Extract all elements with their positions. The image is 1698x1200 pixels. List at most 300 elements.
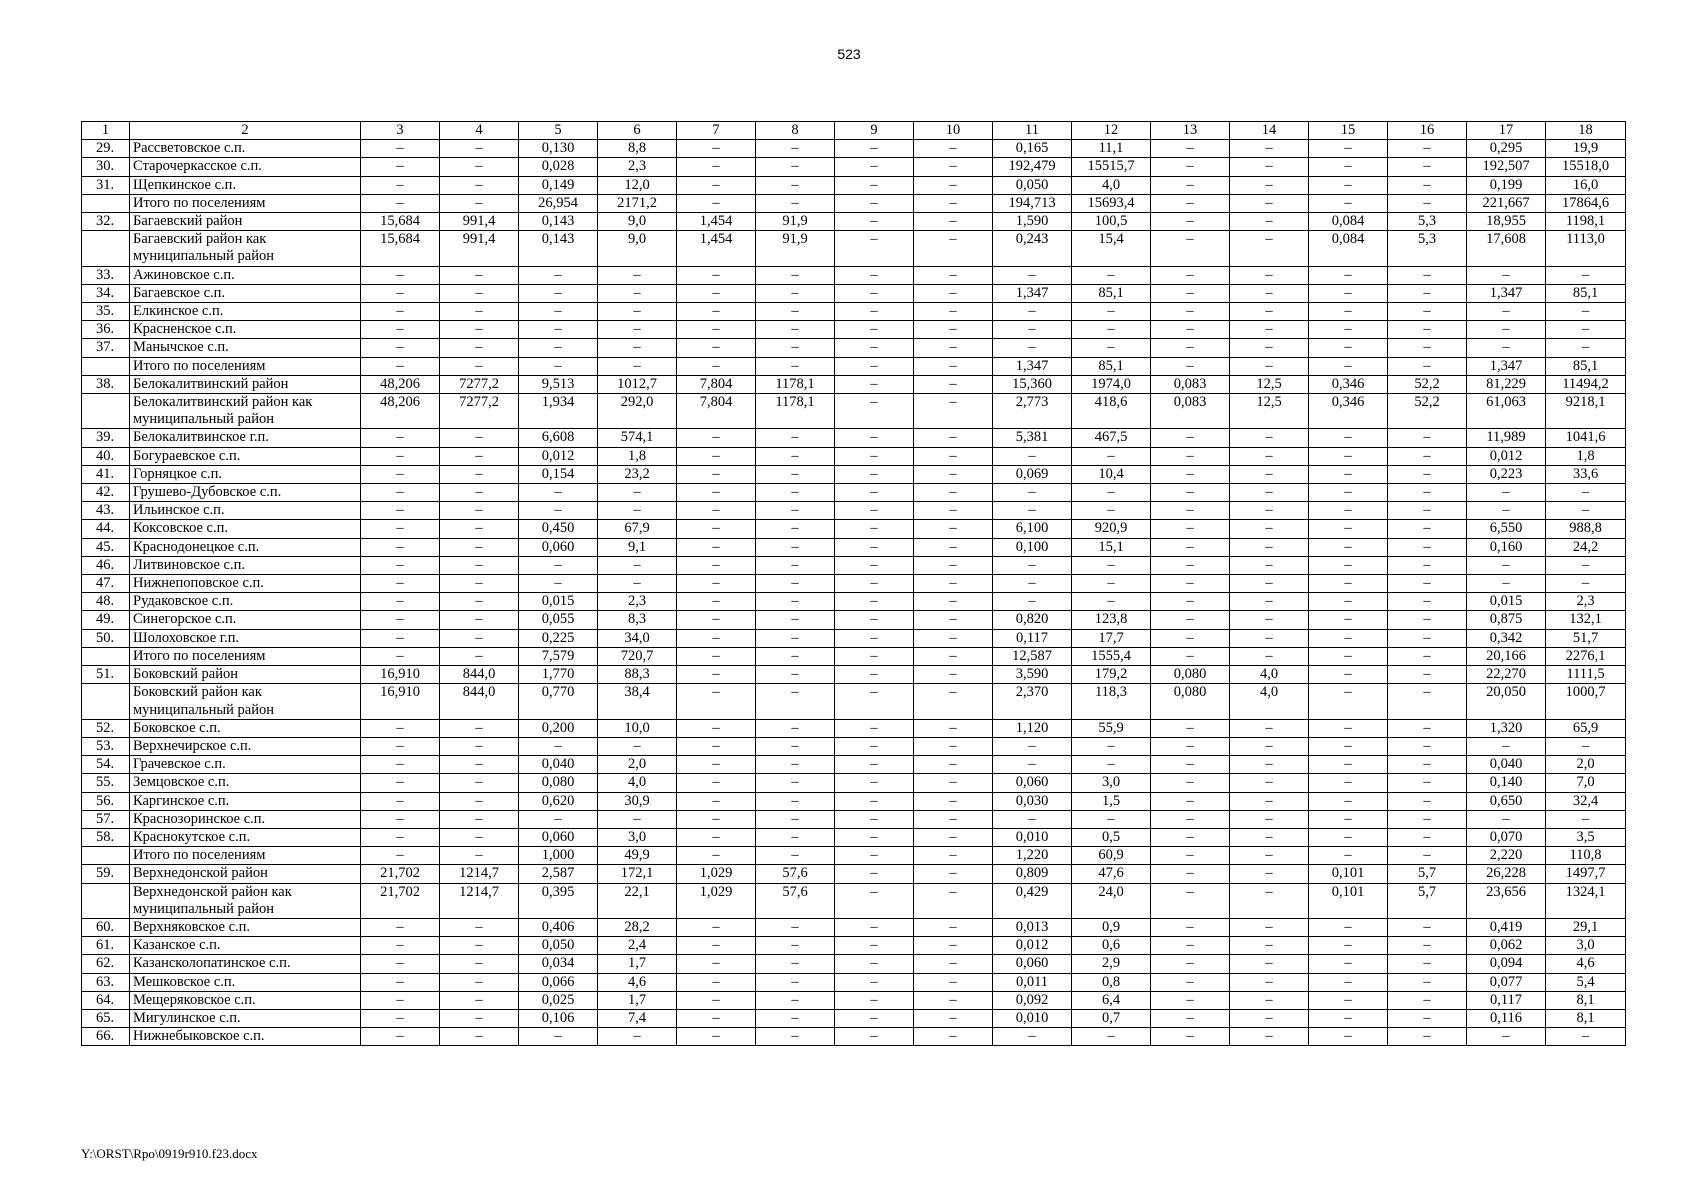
value-cell: 0,243 [993, 231, 1072, 266]
value-cell: – [440, 266, 519, 284]
value-cell: 988,8 [1546, 520, 1626, 538]
value-cell: – [914, 756, 993, 774]
value-cell: – [914, 484, 993, 502]
row-number-cell: 38. [82, 375, 130, 393]
value-cell: 0,117 [993, 629, 1072, 647]
table-row [82, 918, 1626, 936]
value-cell: 0,199 [1467, 176, 1546, 194]
value-cell: – [1388, 647, 1467, 665]
column-number-cell: 10 [914, 122, 993, 140]
value-cell: – [914, 828, 993, 846]
row-name-cell: Литвиновское с.п. [130, 556, 361, 574]
value-cell: 20,050 [1467, 684, 1546, 719]
value-cell: – [993, 321, 1072, 339]
value-cell: – [677, 556, 756, 574]
row-name-cell: Белокалитвинское г.п. [130, 429, 361, 447]
row-number-cell: 60. [82, 918, 130, 936]
value-cell: – [361, 719, 440, 737]
value-cell: – [1546, 502, 1626, 520]
value-cell: – [1151, 429, 1230, 447]
value-cell: 0,149 [519, 176, 598, 194]
value-cell: – [1151, 774, 1230, 792]
row-number-cell: 47. [82, 575, 130, 593]
value-cell: 0,060 [519, 828, 598, 846]
value-cell: – [914, 955, 993, 973]
value-cell: – [677, 756, 756, 774]
value-cell: – [756, 520, 835, 538]
value-cell: 172,1 [598, 865, 677, 883]
value-cell: 1,7 [598, 955, 677, 973]
value-cell: – [756, 737, 835, 755]
value-cell: – [440, 810, 519, 828]
value-cell: – [835, 593, 914, 611]
value-cell: – [361, 792, 440, 810]
value-cell: – [677, 955, 756, 973]
value-cell: – [914, 792, 993, 810]
value-cell: – [914, 575, 993, 593]
value-cell: 85,1 [1072, 357, 1151, 375]
value-cell: – [1230, 556, 1309, 574]
value-cell: – [1072, 484, 1151, 502]
row-number-cell [82, 194, 130, 212]
value-cell: – [914, 502, 993, 520]
value-cell: – [519, 502, 598, 520]
value-cell: 7,804 [677, 375, 756, 393]
value-cell: 0,295 [1467, 140, 1546, 158]
value-cell: – [835, 611, 914, 629]
value-cell: – [598, 357, 677, 375]
row-name-cell: Рудаковское с.п. [130, 593, 361, 611]
value-cell: – [835, 937, 914, 955]
value-cell: – [756, 321, 835, 339]
value-cell: – [361, 629, 440, 647]
value-cell: – [1151, 792, 1230, 810]
value-cell: – [1151, 991, 1230, 1009]
value-cell: – [835, 828, 914, 846]
table-row [82, 1009, 1626, 1027]
value-cell: 0,106 [519, 1009, 598, 1027]
value-cell: – [1388, 973, 1467, 991]
row-name-cell: Старочеркасское с.п. [130, 158, 361, 176]
value-cell: 12,587 [993, 647, 1072, 665]
value-cell: 3,5 [1546, 828, 1626, 846]
value-cell: 12,5 [1230, 394, 1309, 429]
value-cell: – [756, 484, 835, 502]
value-cell: – [756, 357, 835, 375]
value-cell: – [914, 394, 993, 429]
value-cell: 920,9 [1072, 520, 1151, 538]
value-cell: 34,0 [598, 629, 677, 647]
value-cell: – [1388, 1009, 1467, 1027]
value-cell: 7,579 [519, 647, 598, 665]
value-cell: 192,507 [1467, 158, 1546, 176]
value-cell: – [1309, 303, 1388, 321]
page-number: 523 [837, 46, 861, 62]
value-cell: 15515,7 [1072, 158, 1151, 176]
value-cell: – [677, 611, 756, 629]
value-cell: 11494,2 [1546, 375, 1626, 393]
row-name-cell: Белокалитвинский район [130, 375, 361, 393]
value-cell: – [1388, 538, 1467, 556]
value-cell: – [756, 719, 835, 737]
value-cell: 1178,1 [756, 394, 835, 429]
value-cell: 60,9 [1072, 847, 1151, 865]
row-name-cell: Итого по поселениям [130, 194, 361, 212]
value-cell: – [756, 684, 835, 719]
row-name-cell: Коксовское с.п. [130, 520, 361, 538]
value-cell: 7,0 [1546, 774, 1626, 792]
value-cell: 18,955 [1467, 213, 1546, 231]
value-cell: – [677, 684, 756, 719]
value-cell: – [1546, 339, 1626, 357]
value-cell: – [1388, 955, 1467, 973]
value-cell: – [835, 684, 914, 719]
value-cell: – [1546, 556, 1626, 574]
value-cell: – [1309, 810, 1388, 828]
value-cell: – [1230, 484, 1309, 502]
row-name-cell: Грачевское с.п. [130, 756, 361, 774]
value-cell: – [1388, 737, 1467, 755]
value-cell: – [440, 176, 519, 194]
value-cell: 0,040 [1467, 756, 1546, 774]
value-cell: – [1230, 937, 1309, 955]
value-cell: – [1309, 1028, 1388, 1046]
value-cell: 0,070 [1467, 828, 1546, 846]
value-cell: – [756, 266, 835, 284]
row-name-cell: Казансколопатинское с.п. [130, 955, 361, 973]
value-cell: – [1230, 774, 1309, 792]
table-row [82, 502, 1626, 520]
value-cell: 1012,7 [598, 375, 677, 393]
value-cell: – [440, 575, 519, 593]
value-cell: – [1151, 303, 1230, 321]
value-cell: – [914, 918, 993, 936]
value-cell: – [835, 918, 914, 936]
value-cell: – [1309, 647, 1388, 665]
row-name-cell: Краснозоринское с.п. [130, 810, 361, 828]
value-cell: – [914, 1028, 993, 1046]
value-cell: – [598, 502, 677, 520]
value-cell: – [677, 303, 756, 321]
value-cell: – [361, 520, 440, 538]
value-cell: – [1072, 756, 1151, 774]
table-row [82, 538, 1626, 556]
value-cell: 55,9 [1072, 719, 1151, 737]
value-cell: – [440, 194, 519, 212]
value-cell: – [914, 158, 993, 176]
value-cell: – [361, 429, 440, 447]
row-name-cell: Горняцкое с.п. [130, 465, 361, 483]
value-cell: 0,012 [993, 937, 1072, 955]
value-cell: 0,083 [1151, 375, 1230, 393]
value-cell: 0,395 [519, 883, 598, 918]
value-cell: – [1546, 484, 1626, 502]
value-cell: – [1309, 1009, 1388, 1027]
value-cell: 16,910 [361, 684, 440, 719]
value-cell: – [1309, 447, 1388, 465]
value-cell: – [835, 394, 914, 429]
table-row [82, 666, 1626, 684]
value-cell: – [440, 158, 519, 176]
row-name-cell: Белокалитвинский район как муниципальный район [130, 394, 361, 429]
value-cell: – [361, 756, 440, 774]
value-cell: – [1230, 429, 1309, 447]
value-cell: – [993, 339, 1072, 357]
table-row [82, 774, 1626, 792]
value-cell: – [1072, 303, 1151, 321]
value-cell: – [1072, 810, 1151, 828]
value-cell: – [519, 339, 598, 357]
value-cell: – [756, 792, 835, 810]
value-cell: – [598, 810, 677, 828]
value-cell: – [361, 918, 440, 936]
value-cell: – [1309, 847, 1388, 865]
value-cell: – [677, 1009, 756, 1027]
value-cell: – [914, 556, 993, 574]
value-cell: 24,2 [1546, 538, 1626, 556]
value-cell: 991,4 [440, 231, 519, 266]
value-cell: – [1309, 465, 1388, 483]
value-cell: 5,3 [1388, 213, 1467, 231]
value-cell: 0,770 [519, 684, 598, 719]
value-cell: 0,034 [519, 955, 598, 973]
value-cell: – [1230, 611, 1309, 629]
row-name-cell: Багаевский район [130, 213, 361, 231]
row-name-cell: Елкинское с.п. [130, 303, 361, 321]
value-cell: 1111,5 [1546, 666, 1626, 684]
value-cell: 1,8 [598, 447, 677, 465]
value-cell: – [1467, 1028, 1546, 1046]
column-number-cell: 2 [130, 122, 361, 140]
value-cell: – [1230, 847, 1309, 865]
value-cell: – [756, 575, 835, 593]
row-name-cell: Краснокутское с.п. [130, 828, 361, 846]
value-cell: – [440, 339, 519, 357]
value-cell: 5,3 [1388, 231, 1467, 266]
value-cell: 24,0 [1072, 883, 1151, 918]
value-cell: – [835, 883, 914, 918]
value-cell: 0,100 [993, 538, 1072, 556]
value-cell: 6,4 [1072, 991, 1151, 1009]
value-cell: – [1151, 973, 1230, 991]
value-cell: – [361, 556, 440, 574]
value-cell: – [677, 973, 756, 991]
value-cell: – [835, 213, 914, 231]
value-cell: – [914, 611, 993, 629]
value-cell: – [1388, 756, 1467, 774]
value-cell: – [993, 447, 1072, 465]
table-row [82, 231, 1626, 266]
row-number-cell: 58. [82, 828, 130, 846]
value-cell: 1000,7 [1546, 684, 1626, 719]
value-cell: – [1151, 284, 1230, 302]
value-cell: – [677, 575, 756, 593]
value-cell: 29,1 [1546, 918, 1626, 936]
value-cell: 6,608 [519, 429, 598, 447]
value-cell: 0,015 [519, 593, 598, 611]
value-cell: – [1151, 213, 1230, 231]
table-row [82, 465, 1626, 483]
value-cell: 67,9 [598, 520, 677, 538]
value-cell: – [1467, 575, 1546, 593]
value-cell: – [756, 502, 835, 520]
value-cell: – [598, 284, 677, 302]
value-cell: – [598, 737, 677, 755]
value-cell: – [756, 847, 835, 865]
value-cell: – [835, 647, 914, 665]
column-number-cell: 3 [361, 122, 440, 140]
value-cell: – [1230, 284, 1309, 302]
value-cell: – [1388, 465, 1467, 483]
value-cell: – [756, 756, 835, 774]
table-row [82, 611, 1626, 629]
value-cell: – [1309, 918, 1388, 936]
value-cell: – [598, 303, 677, 321]
value-cell: – [1467, 810, 1546, 828]
value-cell: – [914, 719, 993, 737]
value-cell: 0,450 [519, 520, 598, 538]
value-cell: – [914, 629, 993, 647]
value-cell: – [1309, 828, 1388, 846]
value-cell: – [835, 339, 914, 357]
table-row [82, 520, 1626, 538]
row-name-cell: Мещеряковское с.п. [130, 991, 361, 1009]
value-cell: – [677, 266, 756, 284]
value-cell: 0,040 [519, 756, 598, 774]
value-cell: – [1546, 810, 1626, 828]
value-cell: – [361, 828, 440, 846]
value-cell: 8,1 [1546, 1009, 1626, 1027]
value-cell: 22,1 [598, 883, 677, 918]
value-cell: 9218,1 [1546, 394, 1626, 429]
value-cell: – [519, 484, 598, 502]
table-row [82, 756, 1626, 774]
value-cell: 2,370 [993, 684, 1072, 719]
value-cell: – [361, 194, 440, 212]
value-cell: – [361, 303, 440, 321]
value-cell: – [1151, 194, 1230, 212]
value-cell: 4,0 [1072, 176, 1151, 194]
row-name-cell: Ильинское с.п. [130, 502, 361, 520]
value-cell: – [361, 538, 440, 556]
value-cell: 2,587 [519, 865, 598, 883]
value-cell: – [1388, 520, 1467, 538]
value-cell: – [1151, 611, 1230, 629]
value-cell: 10,0 [598, 719, 677, 737]
value-cell: – [440, 937, 519, 955]
value-cell: – [440, 520, 519, 538]
row-name-cell: Итого по поселениям [130, 357, 361, 375]
value-cell: 0,080 [1151, 684, 1230, 719]
value-cell: – [1309, 140, 1388, 158]
value-cell: – [1230, 955, 1309, 973]
value-cell: – [914, 883, 993, 918]
value-cell: – [835, 502, 914, 520]
value-cell: – [914, 213, 993, 231]
value-cell: – [361, 339, 440, 357]
value-cell: – [1388, 774, 1467, 792]
row-number-cell: 29. [82, 140, 130, 158]
value-cell: – [1072, 502, 1151, 520]
row-number-cell: 50. [82, 629, 130, 647]
value-cell: – [361, 484, 440, 502]
value-cell: – [361, 357, 440, 375]
row-name-cell: Ажиновское с.п. [130, 266, 361, 284]
value-cell: – [914, 1009, 993, 1027]
value-cell: 0,050 [993, 176, 1072, 194]
value-cell: – [1230, 629, 1309, 647]
value-cell: – [1151, 447, 1230, 465]
value-cell: 85,1 [1072, 284, 1151, 302]
value-cell: – [361, 737, 440, 755]
value-cell: – [440, 140, 519, 158]
value-cell: – [1309, 357, 1388, 375]
value-cell: – [1388, 321, 1467, 339]
value-cell: – [519, 357, 598, 375]
value-cell: 3,0 [598, 828, 677, 846]
value-cell: – [993, 1028, 1072, 1046]
value-cell: 0,116 [1467, 1009, 1546, 1027]
value-cell: 30,9 [598, 792, 677, 810]
value-cell: 17,7 [1072, 629, 1151, 647]
table-row [82, 991, 1626, 1009]
table-row [82, 847, 1626, 865]
value-cell: 0,092 [993, 991, 1072, 1009]
value-cell: – [440, 647, 519, 665]
value-cell: – [598, 575, 677, 593]
value-cell: – [1230, 176, 1309, 194]
value-cell: – [1388, 502, 1467, 520]
value-cell: – [677, 284, 756, 302]
value-cell: – [1388, 629, 1467, 647]
value-cell: – [1072, 575, 1151, 593]
value-cell: – [756, 991, 835, 1009]
value-cell: – [1151, 266, 1230, 284]
value-cell: 2,3 [1546, 593, 1626, 611]
value-cell: – [1151, 502, 1230, 520]
value-cell: – [1467, 339, 1546, 357]
value-cell: – [361, 176, 440, 194]
value-cell: 2,0 [1546, 756, 1626, 774]
row-name-cell: Мигулинское с.п. [130, 1009, 361, 1027]
value-cell: – [993, 556, 1072, 574]
table-row [82, 629, 1626, 647]
value-cell: 26,954 [519, 194, 598, 212]
value-cell: 1214,7 [440, 883, 519, 918]
value-cell: – [993, 593, 1072, 611]
value-cell: – [914, 303, 993, 321]
column-number-cell: 15 [1309, 122, 1388, 140]
value-cell: 1,029 [677, 883, 756, 918]
table-row [82, 1028, 1626, 1046]
row-name-cell: Боковский район [130, 666, 361, 684]
row-number-cell: 39. [82, 429, 130, 447]
value-cell: – [1388, 176, 1467, 194]
value-cell: – [1230, 575, 1309, 593]
value-cell: – [440, 991, 519, 1009]
value-cell: – [440, 1028, 519, 1046]
value-cell: – [440, 737, 519, 755]
value-cell: – [677, 719, 756, 737]
value-cell: – [1151, 647, 1230, 665]
value-cell: – [835, 575, 914, 593]
value-cell: 52,2 [1388, 375, 1467, 393]
value-cell: – [914, 465, 993, 483]
value-cell: – [835, 955, 914, 973]
value-cell: 15693,4 [1072, 194, 1151, 212]
value-cell: 0,011 [993, 973, 1072, 991]
table-row [82, 593, 1626, 611]
